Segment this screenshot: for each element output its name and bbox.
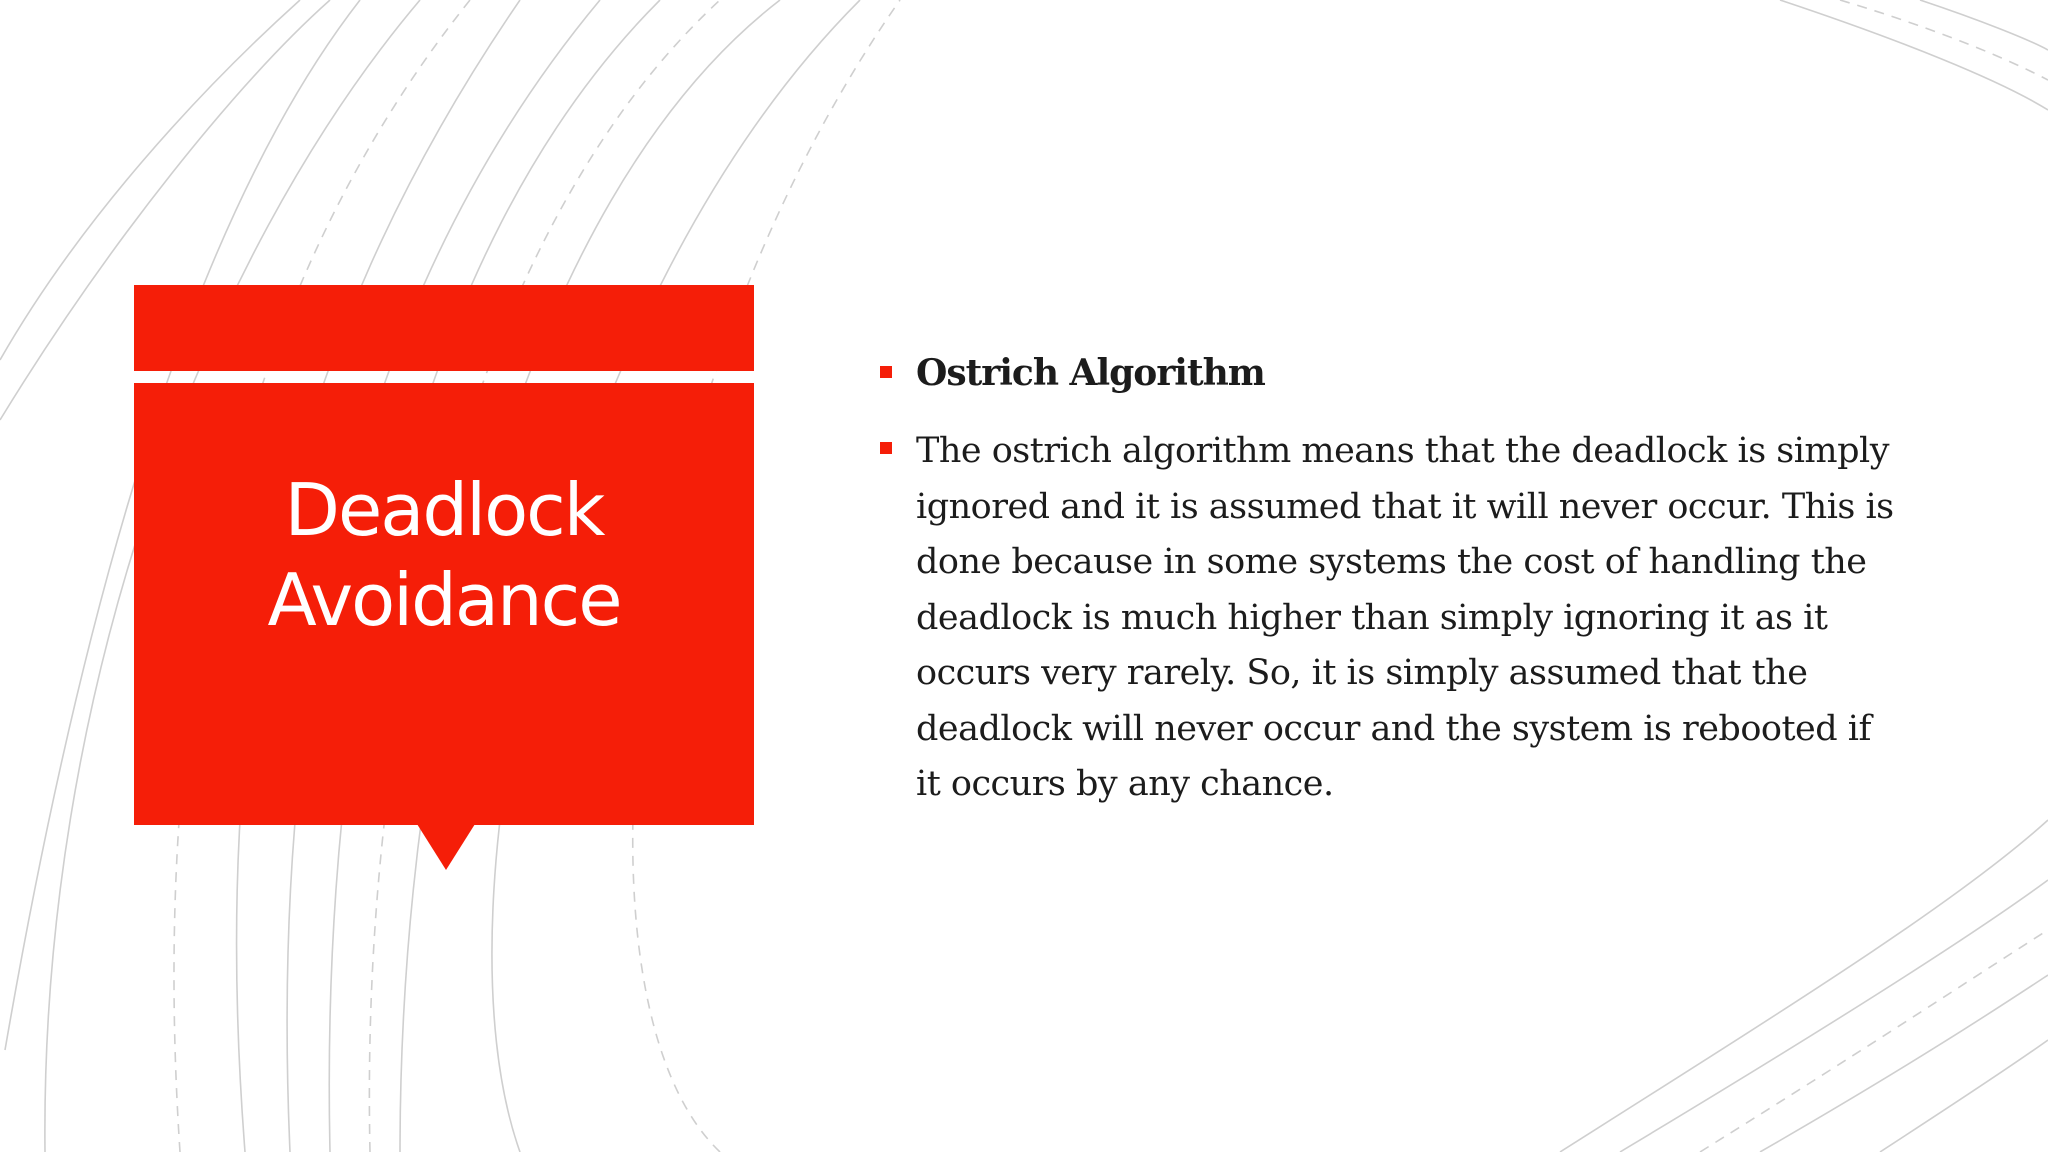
slide-title-line-1: Deadlock <box>284 468 604 552</box>
bullet-item-body <box>880 424 1900 813</box>
title-accent-bar <box>134 285 754 371</box>
bullet-text-heading: Ostrich Algorithm <box>916 352 1265 394</box>
square-bullet-icon <box>880 366 892 378</box>
bullet-text-body: The ostrich algorithm means that the deadlock is simply ignored and it is assumed that it will never occur. This is done because in some systems the cost of handling the deadlock is much higher than simply ignoring it as it occurs very rarely. So, it is simply assumed that the deadlock will never occur and the system is rebooted if it occurs by any chance. <box>916 431 1894 804</box>
bullet-list <box>880 348 1900 813</box>
bullet-item-heading <box>880 348 1900 398</box>
slide-title-line-2: Avoidance <box>267 558 621 642</box>
slide-title <box>134 465 754 645</box>
callout-pointer <box>417 824 475 870</box>
square-bullet-icon <box>880 442 892 454</box>
